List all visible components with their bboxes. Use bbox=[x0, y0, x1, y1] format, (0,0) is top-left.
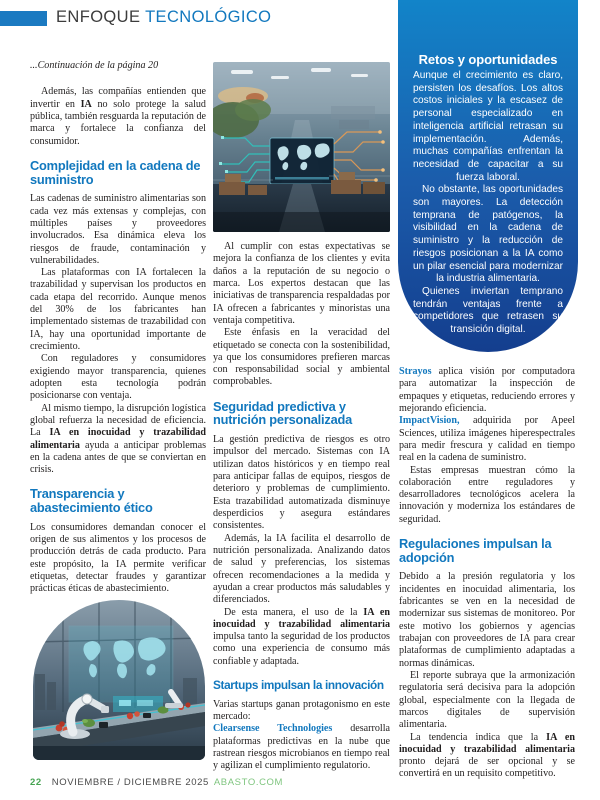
body-paragraph bbox=[30, 86, 206, 148]
right-column bbox=[399, 366, 575, 781]
body-paragraph: Con reguladores y consumidores exigiendo mayor transparencia, quienes adopten esta tecnología podrán posicionarse con ventaja. bbox=[30, 353, 206, 402]
paragraph-text: pronto dejará de ser opcional y se convertirá en un requisito competitivo. bbox=[399, 756, 575, 780]
issue-date: NOVIEMBRE / DICIEMBRE 2025 bbox=[51, 777, 209, 788]
bold-term: IA en inocuidad y trazabilidad alimentaria bbox=[399, 731, 575, 755]
section-heading-regulaciones: Regulaciones impulsan la adopción bbox=[399, 536, 552, 565]
warehouse-photo-illustration bbox=[213, 62, 390, 232]
retos-oportunidades-callout bbox=[398, 0, 578, 352]
paragraph-text: De esta manera, el uso de la bbox=[224, 606, 364, 618]
section-heading-seguridad: Seguridad predictiva y nutrición personalizada bbox=[213, 398, 353, 428]
body-paragraph: La gestión predictiva de riesgos es otro impulsor del mercado. Sistemas con IA utilizan datos históricos y en tiempo real para anticipar fallas de equipos, riesgos de deterioro y problemas de cumplimiento. Esta trazabilidad automatizada disminuye desperdicios y asegura estándares consistentes. bbox=[213, 434, 390, 532]
robotic-arm-food-sorting-photo bbox=[33, 600, 205, 760]
body-paragraph bbox=[30, 403, 206, 477]
body-paragraph bbox=[399, 366, 575, 415]
header-accent-bar bbox=[0, 11, 47, 26]
paragraph-text: adquirida por Apeel Sciences, utiliza imágenes hiperespectrales para medir frescura y calidad en tiempo real en la cadena de suministro. bbox=[399, 415, 575, 464]
body-paragraph: Las plataformas con IA fortalecen la trazabilidad y supervisan los productos en cada etapa del recorrido. Aunque menos del 30% de los fabricantes han implementado sistemas de trazabilidad con IA, hay una oportunidad importante de crecimiento. bbox=[30, 267, 206, 352]
page-footer bbox=[30, 777, 283, 788]
bold-term: IA en inocuidad y trazabilidad alimentaria bbox=[30, 427, 206, 451]
body-paragraph: Los consumidores demandan conocer el origen de sus alimentos y los procesos de producción detrás de cada producto. Para este propósito, la IA permite verificar etiquetas, detectar fraudes y garantizar prácticas éticas de abastecimiento. bbox=[30, 521, 206, 595]
continuation-note: ...Continuación de la página 20 bbox=[30, 60, 159, 71]
callout-title: Retos y oportunidades bbox=[418, 52, 558, 67]
page-number: 22 bbox=[30, 777, 42, 788]
section-heading-complejidad: Complejidad en la cadena de suministro bbox=[30, 157, 201, 187]
paragraph-text: ayuda a anticipar problemas en la cadena antes de que se conviertan en crisis. bbox=[30, 439, 206, 476]
paragraph-text: desarrolla plataformas predictivas en la nube que rastrean riesgos microbianos en tiempo real y agilizan el cumplimiento regulatorio. bbox=[213, 723, 390, 772]
bold-term: IA en inocuidad y trazabilidad alimentaria bbox=[213, 606, 390, 630]
body-paragraph: Este énfasis en la veracidad del etiquetado se conecta con la sostenibilidad, ya que los consumidores prefieren marcas con responsabilidad social y ambiental comprobables. bbox=[213, 327, 390, 388]
paragraph-text: no solo protege la salud pública, también resguarda la reputación de marca y fortalece la confianza del consumidor. bbox=[30, 98, 206, 147]
body-paragraph: Debido a la presión regulatoria y los incidentes en inocuidad alimentaria, los fabricantes se ven en la necesidad de modernizar sus sistemas de monitoreo. Por este motivo los gobiernos y agencias trabajan con proveedores de IA para crear plataformas de cumplimiento adaptadas a normas dinámicas. bbox=[399, 571, 575, 669]
left-column bbox=[30, 60, 206, 597]
site-url: ABASTO.COM bbox=[213, 777, 284, 788]
section-heading-transparencia: Transparencia y abastecimiento ético bbox=[30, 486, 153, 516]
kicker-tecnologico: TECNOLÓGICO bbox=[145, 8, 272, 26]
callout-paragraph: Aunque el crecimiento es claro, persisten los desafíos. Los altos costos iniciales y la escasez de personal especializado en inteligencia artificial retrasan su implementación. Además, muchas compañías enfrentan la necesidad de capacitar a su fuerza laboral. bbox=[413, 70, 563, 183]
paragraph-text: La tendencia indica que la bbox=[410, 731, 547, 743]
paragraph-text: impulsa tanto la seguridad de los productos como una experiencia de consumo más confiable y adaptada. bbox=[213, 631, 390, 667]
paragraph-text: aplica visión por computadora para automatizar la inspección de empaques y etiquetas, reduciendo errores y mejorando eficiencia. bbox=[399, 366, 575, 414]
body-paragraph: Además, la IA facilita el desarrollo de nutrición personalizada. Analizando datos de salud y preferencias, los sistemas ofrecen recomendaciones a la medida y ayudan a crear productos más saludables y diferenciados. bbox=[213, 532, 390, 606]
section-heading-startups: Startups impulsan la innovación bbox=[213, 678, 384, 693]
warehouse-global-supply-ai-photo bbox=[213, 62, 390, 232]
body-paragraph: Las cadenas de suministro alimentarias son cada vez más extensas y complejas, con múltiples países y proveedores involucrados. Esa dinámica eleva los riesgos de fraude, contaminación y vulnerabilidades. bbox=[30, 193, 206, 266]
body-paragraph: Varias startups ganan protagonismo en este mercado: bbox=[213, 698, 390, 722]
middle-column bbox=[213, 241, 390, 773]
body-paragraph bbox=[213, 723, 390, 772]
kicker-enfoque: ENFOQUE bbox=[56, 8, 141, 26]
callout-paragraph: Quienes inviertan temprano tendrán ventajas frente a competidores que retrasen su transición digital. bbox=[413, 285, 563, 336]
brand-strayos: Strayos bbox=[399, 366, 432, 377]
brand-clearsense: Clearsense Technologies bbox=[213, 723, 333, 735]
callout-paragraph: No obstante, las oportunidades son mayores. La detección temprana de patógenos, la visibilidad en la cadena de suministro y la reducción de riesgos posicionan a la IA como un pilar esencial para modernizar la industria alimentaria. bbox=[413, 184, 563, 285]
page-title bbox=[56, 8, 271, 27]
body-paragraph: Al cumplir con estas expectativas se mejora la confianza de los clientes y evita daños a la reputación de su negocio o marca. Los expertos destacan que las iniciativas de transparencia respaldadas por IA ofrecen a fabricantes y minoristas una ventaja competitiva. bbox=[213, 241, 390, 326]
paragraph-text: Al mismo tiempo, la disrupción logística global refuerza la necesidad de eficiencia. La bbox=[30, 402, 206, 439]
body-paragraph bbox=[399, 415, 575, 464]
body-paragraph bbox=[213, 607, 390, 669]
body-paragraph: El reporte subraya que la armonización regulatoria será decisiva para la adopción global, especialmente con la llegada de marcos digitales de supervisión alimentaria. bbox=[399, 669, 575, 731]
brand-impactvision: ImpactVision, bbox=[399, 415, 460, 427]
body-paragraph: Estas empresas muestran cómo la colaboración entre reguladores y desarrolladores tecnológicos acelera la innovación y moderniza los estándares de seguridad. bbox=[399, 464, 575, 525]
robot-photo-illustration bbox=[33, 600, 205, 760]
body-paragraph bbox=[399, 732, 575, 781]
paragraph-text: Además, las compañías entienden que invertir en bbox=[30, 86, 206, 110]
bold-term: IA bbox=[80, 98, 92, 110]
